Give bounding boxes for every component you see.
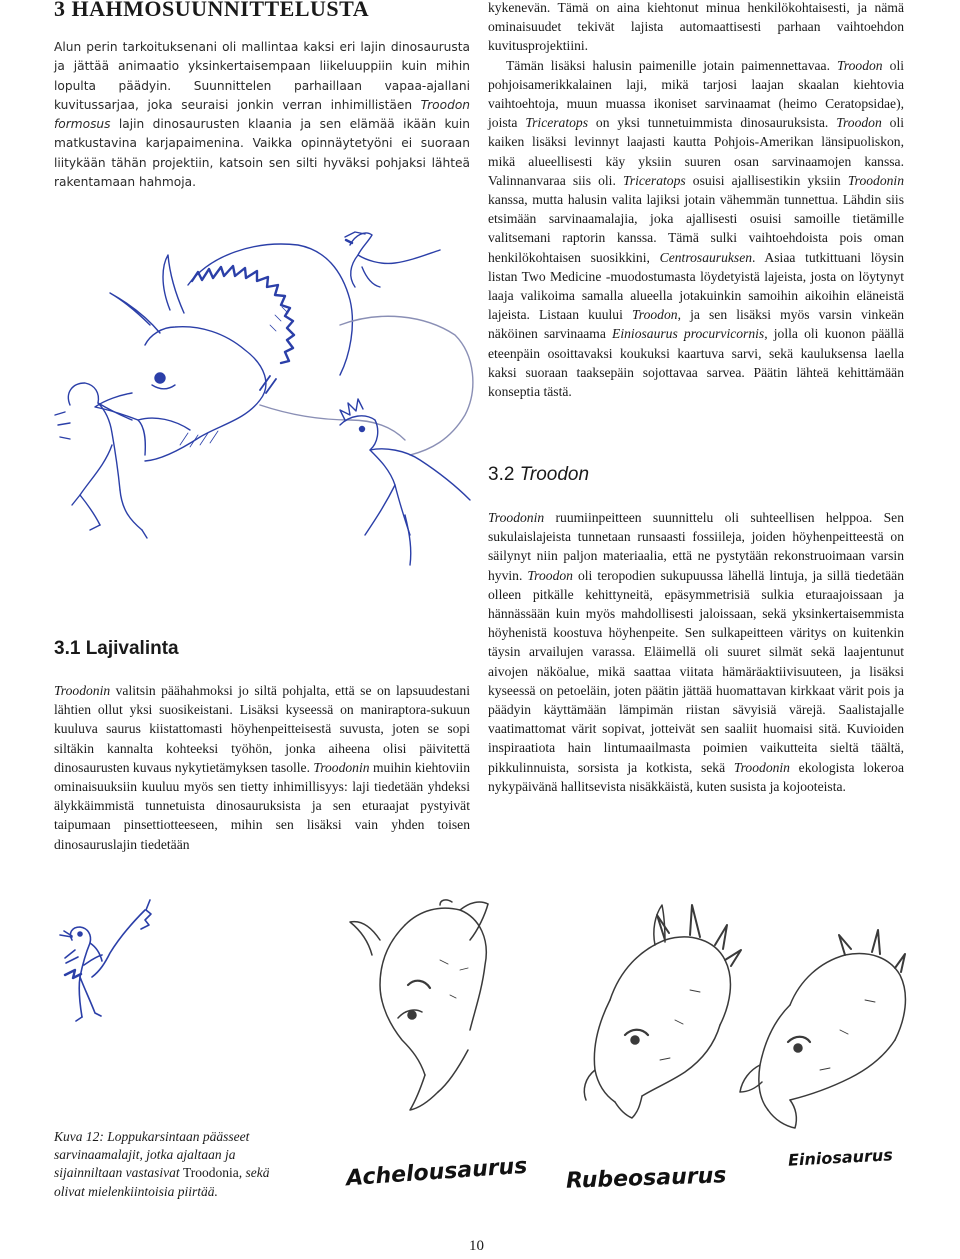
section-3-2-paragraph <box>488 508 904 796</box>
section-3-1-heading: 3.1 Lajivalinta <box>54 638 179 659</box>
einiosaurus-sketch <box>740 930 905 1128</box>
right-column-text <box>488 0 904 401</box>
caption-species: Troodonia <box>183 1165 239 1181</box>
text: Tämän lisäksi halusin paimenille jotain paimennettavaa. <box>506 57 838 73</box>
species-name: Troodon <box>631 307 678 323</box>
text: oli kaiken lisäksi levinnyt laajasti kautta Pohjois-Amerikan länsipuoliskon, mikä alueellisesti käy yksiin suuren osan sarvinaamojen kanssa. Valinnanvaraa siis oli. <box>488 115 904 188</box>
heading-number: 3.2 <box>488 464 520 485</box>
species-name: Troodon <box>527 567 573 583</box>
species-name: Troodon <box>837 57 883 73</box>
text: . Asiaa tutkittuani löysin listan Two Medicine -muodostumasta löydetyistä lajeista, josta on löytynyt laaja valikoima samalla alueella jotakuinkin samoihin aikoihin eläneistä lajeista. Listaan kuului <box>488 249 904 323</box>
text: osuisi ajallisestikin yksiin <box>685 172 848 188</box>
species-name: Troodonin <box>847 172 904 188</box>
ceratopsian-sketches <box>320 900 930 1140</box>
caption-text: , sekä olivat mielenkiintoisia piirtää. <box>54 1165 270 1199</box>
heading-species: Troodon <box>519 464 590 485</box>
label-achelousaurus: Achelousaurus <box>345 1153 529 1192</box>
text: kanssa, mutta halusin valita lajiksi jotain vähemmän tunnettua. Lähdin siis etsimään sarvinaamalajia, joka ajallisesti osuisi samoille tietämille valitsemani raptorin kanssa. Tämä sulki vaihtoehdoista pois oman henkilökohtaisen suosikkini, <box>488 192 904 265</box>
intro-paragraph <box>54 38 470 192</box>
triceratops-troodon-illustration <box>50 215 480 635</box>
paragraph-herd <box>488 56 904 402</box>
species-name: Troodonin <box>488 510 545 525</box>
section-3-2-heading <box>488 464 589 486</box>
species-name: Einiosaurus procurvicornis <box>612 326 765 342</box>
intro-text: Alun perin tarkoituksenani oli mallintaa kaksi eri lajin dinosaurusta ja jättää animaatio yksinkertaisempaan liikeluuppiin kuin mihin lopulta päädyin. Suunnittelen parhaillaan vapaa-ajallani kuvitussarjaa, joka seuraisi jonkin verran inhimillistäen <box>54 40 470 112</box>
paragraph-text: muihin kiehtoviin ominaisuuksiin kuuluu myös sen tietty inhimillisyys: laji tiedetään yhdeksi älykkäimmistä tunnetuista dinosauruksista ja sen eturaajat pystyivät taipumaan pinsettiotteeseen, mihin sen lisäksi vain yhden toisen dinosauruslajin tiedetään <box>54 759 470 852</box>
species-name: Troodonin <box>54 683 111 698</box>
section-heading: 3 HAHMOSUUNNITTELUSTA <box>54 0 370 21</box>
species-name: Centrosauruksen <box>659 249 753 265</box>
text: on yksi tunnetuimmista dinosauruksista. <box>588 115 837 131</box>
achelousaurus-sketch <box>350 900 488 1110</box>
species-name: Triceratops <box>525 115 589 131</box>
page-number: 10 <box>469 1238 484 1254</box>
species-name: Troodonin <box>733 759 790 775</box>
text: , ja sen lisäksi myös varsin vinkeän näköinen sarvinaama <box>488 307 904 342</box>
text: ekologista lokeroa nykypäivänä hallitsevista nisäkkäistä, kuten susista ja kojooteista. <box>488 759 904 794</box>
species-name: Troodon <box>836 115 882 131</box>
label-rubeosaurus: Rubeosaurus <box>565 1163 727 1194</box>
text: oli pohjoisamerikkalainen laji, mikä tarjosi laajan skaalan kiehtovia vaihtoehtoja, muun muassa ikoniset sarvinaamat (heimo Ceratopsidae), joista <box>488 57 904 131</box>
caption-text: Kuva 12: Loppukarsintaan päässeet sarvinaamalajit, jotka ajaltaan ja sijainniltaan vastasivat <box>54 1129 250 1181</box>
text: ruumiinpeitteen suunnittelu oli suhteellisen helppoa. Sen sukulaislajeista tunnetaan runsaasti fossiileja, joiden höyhenpeitteestä on säilynyt niin paljon materiaalia, että ne pystytään rekonstruoimaan varsin hyvin. <box>488 510 904 583</box>
figure-caption <box>54 1128 288 1201</box>
paragraph-text: valitsin päähahmoksi jo siltä pohjalta, että se on lapsuudestani lähtien ollut yksi suosikeistani. Lisäksi kyseessä on maniraptora-sukuun kuuluva saurus kiistattomasti höyhenpeitteisestä suvusta, joten se sopi siltäkin kannalta kohteeksi työhön, jonka aiheena olisi päivitettä dinosaurusten kuvaus nykytietämyksen tasolle. <box>54 683 470 775</box>
species-name: Troodonin <box>313 759 370 775</box>
rubeosaurus-sketch <box>584 905 741 1118</box>
species-name: Triceratops <box>622 172 686 188</box>
intro-species: Troodon formosus <box>54 97 470 132</box>
section-3-1-paragraph <box>54 681 470 854</box>
text: , jolla oli kuonon päällä eteenpäin osoittavaksi koukuksi kaartuva sarvi, sekä kauluksensa laella kaksi suoraan taaksepäin sojottavaa sarvea. Päätin lähteä kehittämään konseptia tästä. <box>488 326 904 400</box>
label-einiosaurus: Einiosaurus <box>787 1145 894 1170</box>
intro-text-2: lajin dinosaurusten klaania ja sen elämää ikään kuin matkustavina karjapaimenina. Vaikka opinnäytetyöni ei suoraan liitykään tähän projektiin, katsoin sen silti hyväksi pohjaksi lähteä rakentamaan hahmoja. <box>54 117 470 190</box>
continued-paragraph: kykenevän. Tämä on aina kiehtonut minua henkilökohtaisesti, ja nämä ominaisuudet tekivät lajista automaattisesti parhaan vaihtoehdon kuvitusprojektiini. <box>488 0 904 54</box>
text: oli teropodien sukupuussa lähellä lintuja, ja sillä tiedetään olleen pitkälle kehittyneitä, epäsymmetrisiä sulkia eturaajoissaan ja hännässään kuin myös mahdollisesti jaloissaan, sekä yksinkertaisemmista höyhenistä koostuva höyhenpeite. Sen sulkapeitteen väritys on kuitenkin täysin arvailujen varassa. Eläimellä oli suuret silmät sekä laajentunut aivojen näköalue, mikä saattaa viitata hämäräaktiivisuuteen, ja lisäksi kyseessä on petoeläin, joten päätin jättää huomattavan kirkkaat värit pois ja päädyin käyttämään lämpimän riistan sävyisiä värejä. Saalistajalle vaatimattomat värit sopivat, jotteivät sen saaliit huomaisi sitä. Kuvioiden inspiraatiota hain lintumaailmasta poimien vaikutteita sieltä täältä, pikkulinnuista, sorsista ja kotkista, sekä <box>488 567 904 775</box>
troodon-doodle <box>50 895 160 1025</box>
